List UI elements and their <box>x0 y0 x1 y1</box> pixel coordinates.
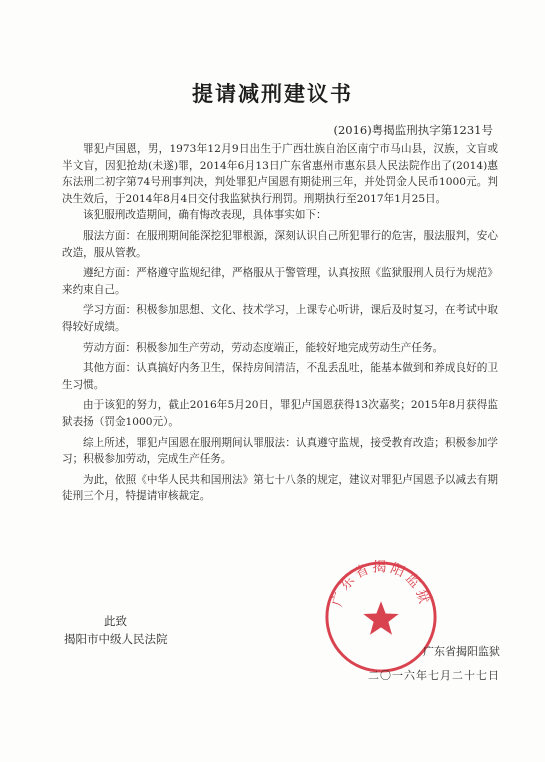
addressee-block <box>64 612 168 648</box>
addressee: 揭阳市中级人民法院 <box>64 632 168 646</box>
svg-text:广东省揭阳监狱 <box>329 558 433 608</box>
paragraph-obedience: 服法方面：在服刑期间能深挖犯罪根源，深刻认识自己所犯罪行的危害，服法服判，安心改造，服从管教。 <box>62 229 498 259</box>
paragraph-discipline: 遵纪方面：严格遵守监规纪律，严格服从于警管理，认真按照《监狱服刑人员行为规范》来约束自己。 <box>62 267 498 296</box>
paragraph-study: 学习方面：积极参加思想、文化、技术学习，上课专心听讲，课后及时复习，在考试中取得较好成绩。 <box>62 304 498 333</box>
paragraph-proposal: 为此，依照《中华人民共和国刑法》第七十八条的规定，建议对罪犯卢国恩予以减去有期徒刑三个月，特提请审核裁定。 <box>62 473 498 503</box>
paragraph-rewards: 由于该犯的努力，截止2016年5月20日，罪犯卢国恩获得13次嘉奖；2015年8月获得监狱表扬（罚金1000元）。 <box>62 399 498 428</box>
seal-text: 广东省揭阳监狱 <box>329 559 433 609</box>
paragraph-criminal-info: 罪犯卢国恩，男，1973年12月9日出生于广西壮族自治区南宁市马山县，汉族，文盲或半文盲，因犯抢劫(未遂)罪，2014年6月13日广东省惠州市惠东县人民法院作出了(2014)惠东法刑二初字第74号刑事判决，判处罪犯卢国恩有期徒刑三年，并处罚金人民币1000元。判决生效后，于2014年8月4日交付我监狱执行刑罚。刑期执行至2017年1月25日。 <box>62 143 498 205</box>
salutation: 此致 <box>104 614 127 628</box>
paragraph-other: 其他方面：认真搞好内务卫生，保持房间清洁，不乱丢乱吐，能基本做到和养成良好的卫生习惯。 <box>62 362 498 391</box>
issue-date: 二〇一六年七月二十七日 <box>368 669 500 682</box>
paragraph-labor: 劳动方面：积极参加生产劳动，劳动态度端正，能较好地完成劳动生产任务。 <box>83 341 444 354</box>
issuer-name: 广东省揭阳监狱 <box>423 645 500 658</box>
document-body <box>62 141 498 505</box>
issuer-block <box>320 643 500 685</box>
document-title: 提请减刑建议书 <box>192 81 353 106</box>
paragraph-intro: 该犯服刑改造期间，确有悔改表现，具体事实如下： <box>83 209 327 222</box>
document-number: (2016)粤揭监刑执字第1231号 <box>333 123 493 137</box>
paragraph-summary: 综上所述，罪犯卢国恩在服刑期间认罪服法：认真遵守监规，接受教育改造；积极参加学习；积极参加劳动，完成生产任务。 <box>62 436 498 466</box>
